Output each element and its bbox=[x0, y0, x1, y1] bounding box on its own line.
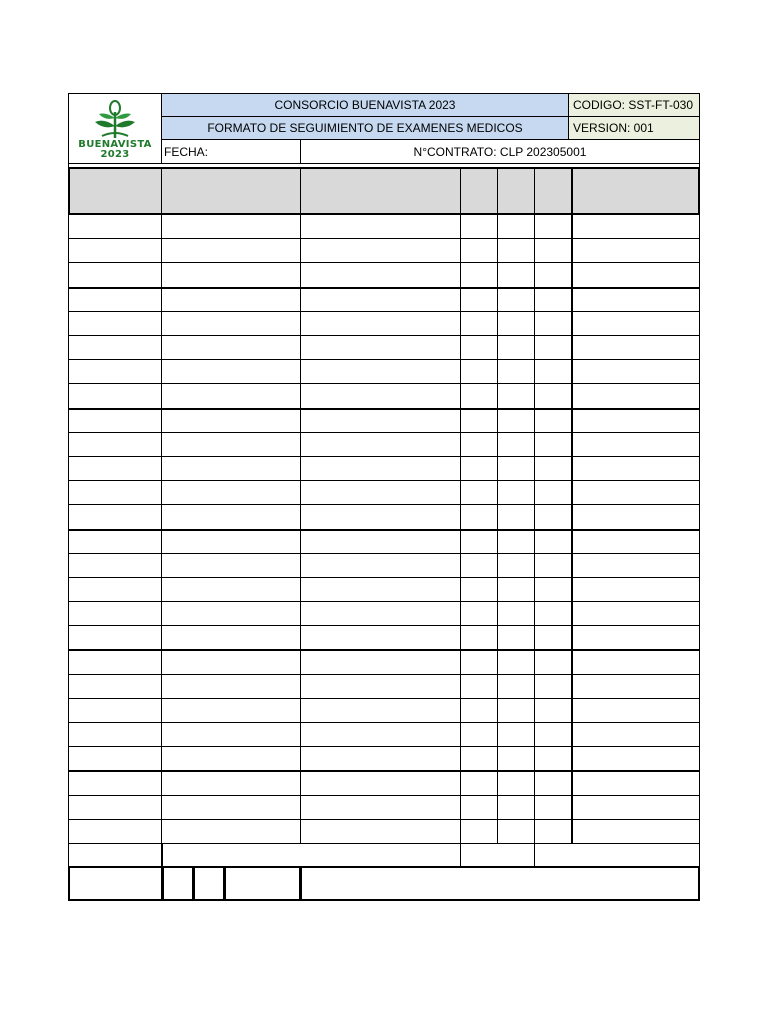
table-row-divider bbox=[68, 698, 700, 699]
column-divider bbox=[161, 167, 162, 844]
footer-row-1-cell-a bbox=[68, 843, 163, 867]
footer-row-2-cell-a bbox=[68, 866, 163, 901]
table-row-divider bbox=[68, 649, 700, 651]
table-row-divider bbox=[68, 504, 700, 505]
contract-cell bbox=[300, 139, 700, 164]
table-row-divider bbox=[68, 674, 700, 675]
company-title-text: CONSORCIO BUENAVISTA 2023 bbox=[274, 98, 456, 112]
footer-row-2-cell-b bbox=[162, 866, 194, 901]
code-text: CODIGO: SST-FT-030 bbox=[573, 98, 694, 112]
table-row-divider bbox=[68, 625, 700, 626]
table-row-divider bbox=[68, 722, 700, 723]
table-row-divider bbox=[68, 383, 700, 384]
table-row-divider bbox=[68, 770, 700, 772]
table-row-divider bbox=[68, 601, 700, 602]
logo-year: 2023 bbox=[100, 149, 130, 160]
table-row-divider bbox=[68, 529, 700, 531]
table-row-divider bbox=[68, 359, 700, 360]
medical-exam-tracking-form bbox=[68, 93, 700, 901]
footer-row-2-cell-c bbox=[193, 866, 225, 901]
table-row-divider bbox=[68, 335, 700, 336]
table-row-divider bbox=[68, 746, 700, 747]
table-row-divider bbox=[68, 795, 700, 796]
code-cell bbox=[568, 93, 700, 117]
footer-row-2-cell-e bbox=[300, 866, 700, 901]
form-title-text: FORMATO DE SEGUIMIENTO DE EXAMENES MEDICOS bbox=[207, 121, 523, 135]
tree-leaves-icon bbox=[90, 100, 140, 140]
version-cell bbox=[568, 116, 700, 140]
column-divider bbox=[460, 167, 461, 844]
footer-row-2-cell-d bbox=[224, 866, 301, 901]
table-row-divider bbox=[68, 287, 700, 289]
logo-cell bbox=[68, 93, 162, 164]
table-row-divider bbox=[68, 553, 700, 554]
date-field[interactable] bbox=[161, 139, 301, 164]
column-header-row bbox=[68, 167, 700, 215]
table-row-divider bbox=[68, 480, 700, 481]
table-row-divider bbox=[68, 408, 700, 410]
column-divider bbox=[300, 167, 301, 844]
form-title bbox=[161, 116, 569, 140]
table-row-divider bbox=[68, 311, 700, 312]
table-row-divider bbox=[68, 432, 700, 433]
version-text: VERSION: 001 bbox=[573, 121, 654, 135]
table-row-divider bbox=[68, 238, 700, 239]
column-divider bbox=[497, 167, 498, 844]
table-row-divider bbox=[68, 819, 700, 820]
column-divider bbox=[534, 167, 535, 844]
footer-row-1-cell-d bbox=[534, 843, 700, 867]
contract-text: N°CONTRATO: CLP 202305001 bbox=[413, 144, 587, 159]
table-row-divider bbox=[68, 577, 700, 578]
column-divider bbox=[571, 167, 573, 844]
table-row-divider bbox=[68, 456, 700, 457]
date-label: FECHA: bbox=[164, 144, 209, 159]
footer-row-1-cell-b bbox=[162, 843, 461, 867]
footer-row-1-cell-c bbox=[460, 843, 535, 867]
logo-name: BUENAVISTA bbox=[78, 139, 152, 150]
company-title bbox=[161, 93, 569, 117]
table-row-divider bbox=[68, 262, 700, 263]
